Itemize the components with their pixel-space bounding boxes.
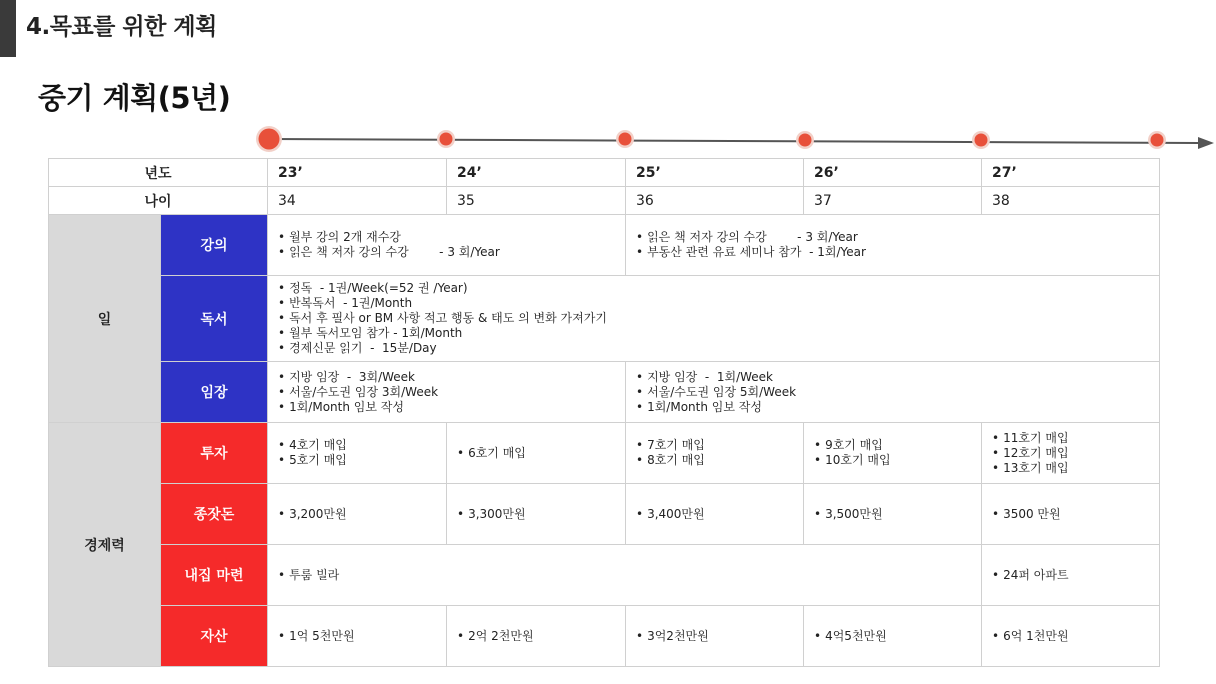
- assets-cell: [982, 606, 1160, 667]
- list-item: • 6호기 매입: [457, 446, 615, 461]
- list-item: • 10호기 매입: [814, 453, 971, 468]
- year-cell: 24’: [447, 159, 626, 187]
- seed-cell: [982, 484, 1160, 545]
- list-item: • 3,400만원: [636, 507, 793, 522]
- group-label-work: 일: [49, 215, 161, 423]
- list-item: • 월부 강의 2개 재수강: [278, 230, 615, 245]
- age-cell: 34: [268, 187, 447, 215]
- timeline-arrowhead: [1198, 137, 1214, 149]
- list-item: • 1억 5천만원: [278, 629, 436, 644]
- invest-row: [49, 423, 1160, 484]
- home-plan-late: [982, 545, 1160, 606]
- list-item: • 4억5천만원: [814, 629, 971, 644]
- list-item: • 부동산 관련 유료 세미나 참가 - 1회/Year: [636, 245, 1149, 260]
- invest-cell: [268, 423, 447, 484]
- age-header: 나이: [49, 187, 268, 215]
- list-item: • 24퍼 아파트: [992, 568, 1149, 583]
- year-row: [49, 159, 1160, 187]
- row-label-home: 내집 마련: [161, 545, 268, 606]
- seed-cell: [804, 484, 982, 545]
- list-item: • 투룸 빌라: [278, 568, 971, 583]
- timeline-marker-core: [619, 133, 632, 146]
- list-item: • 5호기 매입: [278, 453, 436, 468]
- invest-cell: [982, 423, 1160, 484]
- age-cell: 36: [626, 187, 804, 215]
- list-item: • 3억2천만원: [636, 629, 793, 644]
- timeline-marker-current: [256, 126, 282, 152]
- field-plan-early: [268, 362, 626, 423]
- row-label-reading: 독서: [161, 276, 268, 362]
- lecture-plan-late: [626, 215, 1160, 276]
- age-cell: 38: [982, 187, 1160, 215]
- assets-cell: [268, 606, 447, 667]
- list-item: • 3,300만원: [457, 507, 615, 522]
- field-row: [49, 362, 1160, 423]
- seed-cell: [447, 484, 626, 545]
- timeline-marker-core: [975, 134, 988, 147]
- list-item: • 월부 독서모임 참가 - 1회/Month: [278, 326, 1149, 341]
- timeline-marker: [972, 131, 990, 149]
- lecture-row: [49, 215, 1160, 276]
- timeline-marker-core: [1151, 134, 1164, 147]
- assets-cell: [804, 606, 982, 667]
- list-item: • 3,500만원: [814, 507, 971, 522]
- list-item: • 1회/Month 임보 작성: [278, 400, 615, 415]
- list-item: • 3,200만원: [278, 507, 436, 522]
- list-item: • 정독 - 1권/Week(=52 권 /Year): [278, 281, 1149, 296]
- list-item: • 6억 1천만원: [992, 629, 1149, 644]
- age-row: [49, 187, 1160, 215]
- list-item: • 지방 임장 - 3회/Week: [278, 370, 615, 385]
- list-item: • 서울/수도권 임장 3회/Week: [278, 385, 615, 400]
- year-cell: 27’: [982, 159, 1160, 187]
- assets-cell: [626, 606, 804, 667]
- home-row: [49, 545, 1160, 606]
- seed-row: [49, 484, 1160, 545]
- assets-row: [49, 606, 1160, 667]
- reading-row: [49, 276, 1160, 362]
- seed-cell: [626, 484, 804, 545]
- list-item: • 독서 후 필사 or BM 사항 적고 행동 & 태도 의 변화 가져가기: [278, 311, 1149, 326]
- row-label-lecture: 강의: [161, 215, 268, 276]
- timeline-marker: [437, 130, 455, 148]
- list-item: • 1회/Month 임보 작성: [636, 400, 1149, 415]
- list-item: • 읽은 책 저자 강의 수강 - 3 회/Year: [636, 230, 1149, 245]
- year-cell: 23’: [268, 159, 447, 187]
- list-item: • 서울/수도권 임장 5회/Week: [636, 385, 1149, 400]
- timeline-marker: [1148, 131, 1166, 149]
- list-item: • 7호기 매입: [636, 438, 793, 453]
- seed-cell: [268, 484, 447, 545]
- timeline-marker-core: [440, 133, 453, 146]
- section-accent-bar: [0, 0, 16, 57]
- list-item: • 13호기 매입: [992, 461, 1149, 476]
- list-item: • 3500 만원: [992, 507, 1149, 522]
- list-item: • 8호기 매입: [636, 453, 793, 468]
- timeline-marker-core: [799, 134, 812, 147]
- list-item: • 2억 2천만원: [457, 629, 615, 644]
- age-cell: 37: [804, 187, 982, 215]
- timeline-marker-current-core: [259, 129, 280, 150]
- group-label-economy: 경제력: [49, 423, 161, 667]
- timeline-marker: [796, 131, 814, 149]
- invest-cell: [447, 423, 626, 484]
- invest-cell: [804, 423, 982, 484]
- year-header: 년도: [49, 159, 268, 187]
- list-item: • 11호기 매입: [992, 431, 1149, 446]
- assets-cell: [447, 606, 626, 667]
- list-item: • 12호기 매입: [992, 446, 1149, 461]
- row-label-assets: 자산: [161, 606, 268, 667]
- row-label-field: 임장: [161, 362, 268, 423]
- timeline-line: [269, 139, 1198, 143]
- row-label-invest: 투자: [161, 423, 268, 484]
- list-item: • 읽은 책 저자 강의 수강 - 3 회/Year: [278, 245, 615, 260]
- list-item: • 지방 임장 - 1회/Week: [636, 370, 1149, 385]
- plan-table: [48, 158, 1160, 667]
- timeline-marker: [616, 130, 634, 148]
- list-item: • 반복독서 - 1권/Month: [278, 296, 1149, 311]
- age-cell: 35: [447, 187, 626, 215]
- year-cell: 25’: [626, 159, 804, 187]
- section-title: 4.목표를 위한 계획: [26, 14, 217, 40]
- lecture-plan-early: [268, 215, 626, 276]
- list-item: • 경제신문 읽기 - 15분/Day: [278, 341, 1149, 356]
- year-cell: 26’: [804, 159, 982, 187]
- home-plan-early: [268, 545, 982, 606]
- row-label-seed: 종잣돈: [161, 484, 268, 545]
- field-plan-late: [626, 362, 1160, 423]
- list-item: • 4호기 매입: [278, 438, 436, 453]
- reading-plan: [268, 276, 1160, 362]
- invest-cell: [626, 423, 804, 484]
- list-item: • 9호기 매입: [814, 438, 971, 453]
- page-title: 중기 계획(5년): [38, 81, 231, 115]
